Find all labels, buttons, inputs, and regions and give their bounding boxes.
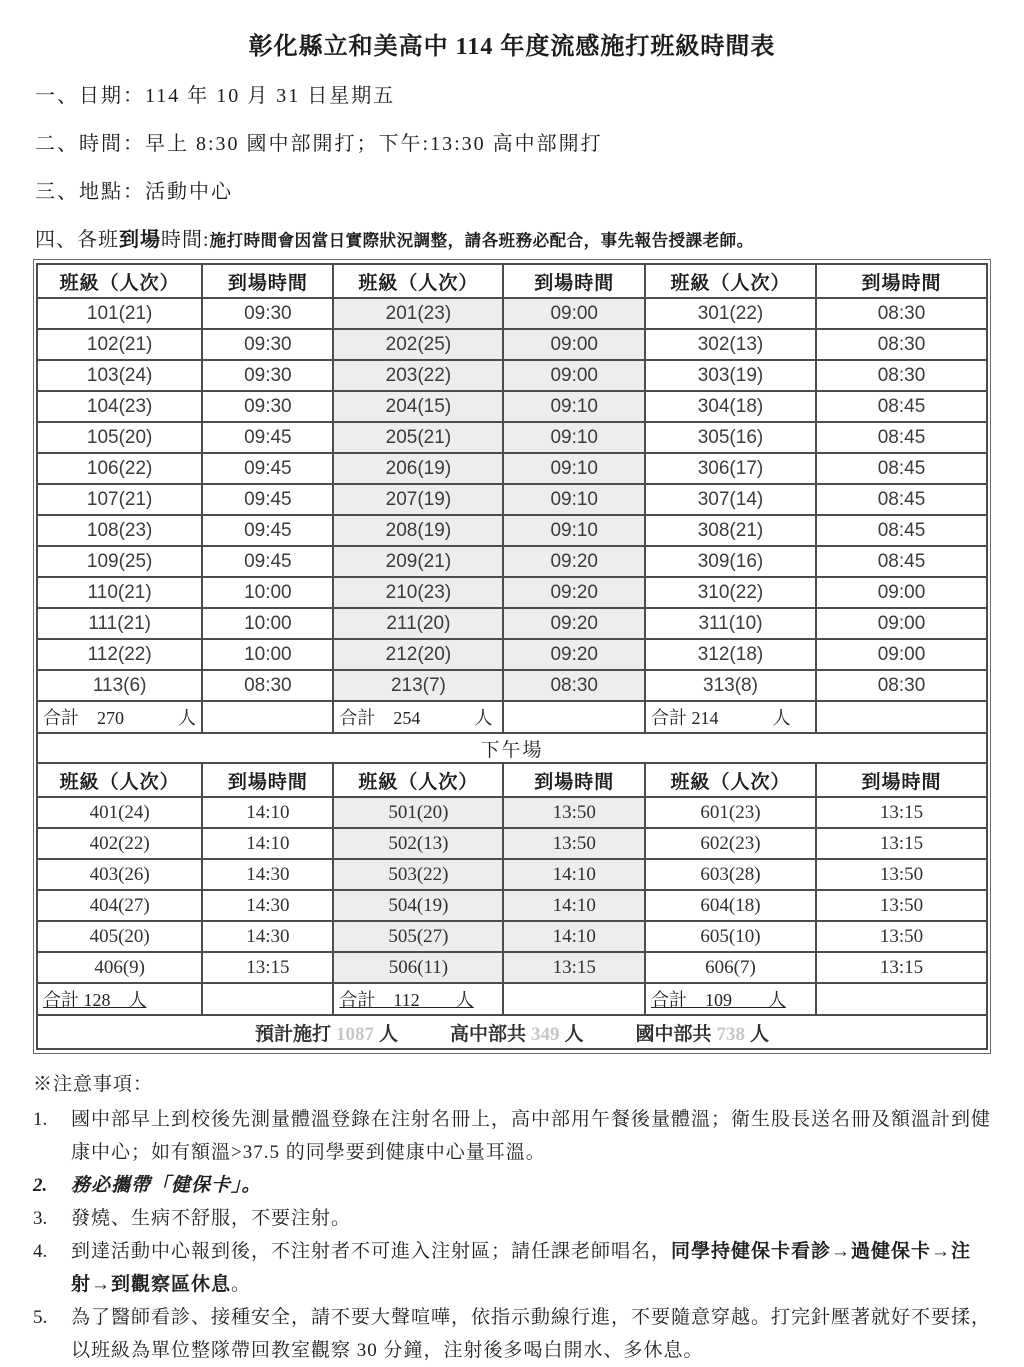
table-cell: 08:30 bbox=[816, 298, 987, 329]
table-cell: 307(14) bbox=[645, 484, 816, 515]
table-cell: 203(22) bbox=[333, 360, 503, 391]
table-cell: 09:00 bbox=[816, 608, 987, 639]
table-cell: 09:10 bbox=[503, 515, 645, 546]
table-cell: 09:10 bbox=[503, 453, 645, 484]
table-row bbox=[37, 890, 987, 921]
table-row bbox=[37, 639, 987, 670]
table-row bbox=[37, 391, 987, 422]
table-row bbox=[37, 360, 987, 391]
table-cell: 603(28) bbox=[645, 859, 816, 890]
table-cell: 09:10 bbox=[503, 422, 645, 453]
table-cell: 601(23) bbox=[645, 797, 816, 828]
table-cell: 09:30 bbox=[202, 329, 333, 360]
table-cell: 505(27) bbox=[333, 921, 503, 952]
table-cell: 504(19) bbox=[333, 890, 503, 921]
table-row bbox=[37, 670, 987, 701]
table-cell: 212(20) bbox=[333, 639, 503, 670]
table-cell: 102(21) bbox=[37, 329, 202, 360]
afternoon-totals-row bbox=[37, 983, 987, 1015]
table-cell: 110(21) bbox=[37, 577, 202, 608]
table-row bbox=[37, 298, 987, 329]
table-cell: 113(6) bbox=[37, 670, 202, 701]
table-cell: 210(23) bbox=[333, 577, 503, 608]
note-text: 發燒、生病不舒服，不要注射。 bbox=[71, 1208, 352, 1229]
table-cell: 406(9) bbox=[37, 952, 202, 983]
total-cell bbox=[816, 701, 987, 733]
table-cell: 09:00 bbox=[503, 360, 645, 391]
table-cell: 207(19) bbox=[333, 484, 503, 515]
table-row bbox=[37, 828, 987, 859]
arrival-note: 施打時間會因當日實際狀況調整，請各班務必配合，事先報告授課老師。 bbox=[209, 231, 754, 250]
column-header: 班級（人次） bbox=[645, 264, 816, 298]
table-cell: 10:00 bbox=[202, 608, 333, 639]
table-cell: 205(21) bbox=[333, 422, 503, 453]
afternoon-session-row bbox=[37, 733, 987, 763]
arrival-bold-text: 到場 bbox=[119, 229, 161, 251]
column-header: 班級（人次） bbox=[37, 763, 202, 797]
morning-totals-row bbox=[37, 701, 987, 733]
summary-cell bbox=[37, 1015, 987, 1049]
note-text-regular: 到達活動中心報到後，不注射者不可進入注射區；請任課老師唱名， bbox=[71, 1241, 672, 1262]
morning-totals-section bbox=[37, 701, 987, 797]
date-line: 一、日期：114 年 10 月 31 日星期五 bbox=[35, 85, 396, 107]
table-cell: 09:00 bbox=[816, 577, 987, 608]
morning-header-row bbox=[37, 264, 987, 298]
table-row bbox=[37, 515, 987, 546]
table-cell: 111(21) bbox=[37, 608, 202, 639]
table-cell: 09:45 bbox=[202, 453, 333, 484]
table-cell: 13:50 bbox=[503, 797, 645, 828]
total-cell bbox=[202, 983, 333, 1015]
time-line: 二、時間：早上 8:30 國中部開打；下午:13:30 高中部開打 bbox=[35, 133, 603, 155]
table-cell: 08:45 bbox=[816, 546, 987, 577]
table-cell: 401(24) bbox=[37, 797, 202, 828]
table-cell: 14:30 bbox=[202, 921, 333, 952]
table-cell: 09:20 bbox=[503, 546, 645, 577]
total-cell: 合計 214 人 bbox=[645, 701, 816, 733]
column-header: 到場時間 bbox=[816, 264, 987, 298]
table-cell: 09:30 bbox=[202, 360, 333, 391]
table-cell: 08:30 bbox=[816, 329, 987, 360]
table-cell: 506(11) bbox=[333, 952, 503, 983]
note-item-4 bbox=[33, 1235, 991, 1301]
column-header: 到場時間 bbox=[202, 264, 333, 298]
table-row bbox=[37, 952, 987, 983]
table-cell: 08:45 bbox=[816, 484, 987, 515]
table-cell: 09:20 bbox=[503, 639, 645, 670]
table-cell: 08:45 bbox=[816, 453, 987, 484]
table-row bbox=[37, 484, 987, 515]
table-cell: 306(17) bbox=[645, 453, 816, 484]
table-cell: 308(21) bbox=[645, 515, 816, 546]
afternoon-rows-section bbox=[37, 797, 987, 983]
afternoon-header-row bbox=[37, 763, 987, 797]
table-cell: 08:30 bbox=[202, 670, 333, 701]
table-cell: 09:20 bbox=[503, 577, 645, 608]
table-cell: 09:10 bbox=[503, 484, 645, 515]
arrival-prefix: 四、各班 bbox=[35, 229, 119, 251]
junior-high-label: 國中部共 bbox=[635, 1023, 712, 1045]
table-cell: 13:15 bbox=[503, 952, 645, 983]
table-cell: 405(20) bbox=[37, 921, 202, 952]
table-cell: 09:45 bbox=[202, 546, 333, 577]
table-cell: 310(22) bbox=[645, 577, 816, 608]
place-line: 三、地點：活動中心 bbox=[35, 181, 233, 203]
table-cell: 206(19) bbox=[333, 453, 503, 484]
table-cell: 304(18) bbox=[645, 391, 816, 422]
table-row bbox=[37, 422, 987, 453]
table-cell: 13:50 bbox=[816, 859, 987, 890]
table-cell: 109(25) bbox=[37, 546, 202, 577]
total-cell bbox=[503, 701, 645, 733]
senior-high-label: 高中部共 bbox=[449, 1023, 526, 1045]
total-cell: 合計 254 人 bbox=[333, 701, 503, 733]
schedule-table-wrapper bbox=[33, 259, 991, 1054]
planned-total-unit: 人 bbox=[378, 1023, 398, 1045]
table-cell: 204(15) bbox=[333, 391, 503, 422]
table-cell: 08:30 bbox=[816, 360, 987, 391]
senior-high-unit: 人 bbox=[564, 1023, 584, 1045]
page-title: 彰化縣立和美高中 114 年度流感施打班級時間表 bbox=[248, 34, 776, 60]
table-cell: 09:00 bbox=[503, 329, 645, 360]
table-cell: 09:10 bbox=[503, 391, 645, 422]
table-cell: 14:10 bbox=[503, 890, 645, 921]
table-cell: 09:30 bbox=[202, 298, 333, 329]
column-header: 班級（人次） bbox=[645, 763, 816, 797]
table-cell: 14:30 bbox=[202, 859, 333, 890]
table-cell: 08:45 bbox=[816, 391, 987, 422]
table-cell: 213(7) bbox=[333, 670, 503, 701]
column-header: 班級（人次） bbox=[333, 264, 503, 298]
table-cell: 605(10) bbox=[645, 921, 816, 952]
table-cell: 108(23) bbox=[37, 515, 202, 546]
note-number: 2. bbox=[33, 1175, 48, 1196]
table-row bbox=[37, 859, 987, 890]
table-cell: 09:45 bbox=[202, 422, 333, 453]
note-number: 5. bbox=[33, 1307, 48, 1328]
column-header: 班級（人次） bbox=[37, 264, 202, 298]
table-row bbox=[37, 329, 987, 360]
arrival-line bbox=[35, 223, 991, 252]
table-cell: 13:50 bbox=[816, 921, 987, 952]
table-cell: 106(22) bbox=[37, 453, 202, 484]
table-cell: 09:45 bbox=[202, 484, 333, 515]
table-cell: 403(26) bbox=[37, 859, 202, 890]
planned-total-count: 1087 bbox=[335, 1023, 374, 1045]
table-cell: 09:00 bbox=[816, 639, 987, 670]
table-row bbox=[37, 453, 987, 484]
column-header: 到場時間 bbox=[503, 763, 645, 797]
table-cell: 501(20) bbox=[333, 797, 503, 828]
note-item-2 bbox=[33, 1169, 991, 1202]
table-cell: 303(19) bbox=[645, 360, 816, 391]
table-cell: 103(24) bbox=[37, 360, 202, 391]
morning-header-section bbox=[37, 264, 987, 298]
table-cell: 311(10) bbox=[645, 608, 816, 639]
table-cell: 105(20) bbox=[37, 422, 202, 453]
column-header: 到場時間 bbox=[503, 264, 645, 298]
total-cell bbox=[202, 701, 333, 733]
table-cell: 313(8) bbox=[645, 670, 816, 701]
table-cell: 502(13) bbox=[333, 828, 503, 859]
table-cell: 101(21) bbox=[37, 298, 202, 329]
table-cell: 606(7) bbox=[645, 952, 816, 983]
table-cell: 503(22) bbox=[333, 859, 503, 890]
table-cell: 305(16) bbox=[645, 422, 816, 453]
table-cell: 08:45 bbox=[816, 422, 987, 453]
table-cell: 208(19) bbox=[333, 515, 503, 546]
total-cell bbox=[816, 983, 987, 1015]
summary-row bbox=[37, 1015, 987, 1049]
table-row bbox=[37, 921, 987, 952]
table-cell: 112(22) bbox=[37, 639, 202, 670]
planned-total-label: 預計施打 bbox=[254, 1023, 331, 1045]
table-cell: 602(23) bbox=[645, 828, 816, 859]
total-cell: 合計 270 人 bbox=[37, 701, 202, 733]
table-cell: 202(25) bbox=[333, 329, 503, 360]
table-cell: 13:15 bbox=[816, 828, 987, 859]
table-cell: 13:15 bbox=[816, 952, 987, 983]
note-item-5 bbox=[33, 1301, 991, 1367]
column-header: 到場時間 bbox=[816, 763, 987, 797]
afternoon-totals-section bbox=[37, 983, 987, 1049]
afternoon-session-label: 下午場 bbox=[37, 733, 987, 763]
morning-rows-section bbox=[37, 298, 987, 701]
table-cell: 14:10 bbox=[503, 859, 645, 890]
table-cell: 301(22) bbox=[645, 298, 816, 329]
note-item-1 bbox=[33, 1103, 991, 1169]
total-cell bbox=[503, 983, 645, 1015]
senior-high-count: 349 bbox=[531, 1023, 560, 1045]
notes-section bbox=[33, 1070, 991, 1367]
table-cell: 211(20) bbox=[333, 608, 503, 639]
total-cell: 合計 128 人 bbox=[37, 983, 202, 1015]
table-cell: 13:15 bbox=[816, 797, 987, 828]
arrival-suffix: 時間: bbox=[161, 229, 210, 251]
note-number: 4. bbox=[33, 1241, 48, 1262]
table-cell: 13:50 bbox=[503, 828, 645, 859]
total-cell: 合計 112 人 bbox=[333, 983, 503, 1015]
table-row bbox=[37, 546, 987, 577]
column-header: 到場時間 bbox=[202, 763, 333, 797]
table-cell: 309(16) bbox=[645, 546, 816, 577]
table-row bbox=[37, 577, 987, 608]
note-item-3 bbox=[33, 1202, 991, 1235]
table-cell: 209(21) bbox=[333, 546, 503, 577]
table-cell: 604(18) bbox=[645, 890, 816, 921]
table-row bbox=[37, 797, 987, 828]
table-cell: 14:30 bbox=[202, 890, 333, 921]
junior-high-count: 738 bbox=[716, 1023, 746, 1045]
table-cell: 14:10 bbox=[202, 797, 333, 828]
note-text: 國中部早上到校後先測量體溫登錄在注射名冊上，高中部用午餐後量體溫；衛生股長送名冊及額溫計到健康中心；如有額溫>37.5 的同學要到健康中心量耳溫。 bbox=[71, 1109, 992, 1163]
notes-heading: ※注意事項： bbox=[33, 1074, 154, 1095]
note-text bbox=[71, 1235, 991, 1301]
junior-high-unit: 人 bbox=[750, 1023, 770, 1045]
note-text: 為了醫師看診、接種安全，請不要大聲喧嘩，依指示動線行進，不要隨意穿越。打完針壓著就好不要揉，以班級為單位整隊帶回教室觀察 30 分鐘，注射後多喝白開水、多休息。 bbox=[71, 1307, 992, 1361]
table-cell: 09:45 bbox=[202, 515, 333, 546]
table-cell: 14:10 bbox=[503, 921, 645, 952]
table-row bbox=[37, 608, 987, 639]
total-cell: 合計 109 人 bbox=[645, 983, 816, 1015]
column-header: 班級（人次） bbox=[333, 763, 503, 797]
table-cell: 10:00 bbox=[202, 639, 333, 670]
table-cell: 14:10 bbox=[202, 828, 333, 859]
table-cell: 10:00 bbox=[202, 577, 333, 608]
table-cell: 312(18) bbox=[645, 639, 816, 670]
note-text-bold: 同學持健保卡看診→過健保卡→注射→到觀察區休息 bbox=[71, 1241, 972, 1295]
table-cell: 13:50 bbox=[816, 890, 987, 921]
table-cell: 08:45 bbox=[816, 515, 987, 546]
table-cell: 107(21) bbox=[37, 484, 202, 515]
table-cell: 09:20 bbox=[503, 608, 645, 639]
table-cell: 104(23) bbox=[37, 391, 202, 422]
table-cell: 09:30 bbox=[202, 391, 333, 422]
table-cell: 302(13) bbox=[645, 329, 816, 360]
table-cell: 08:30 bbox=[503, 670, 645, 701]
table-cell: 13:15 bbox=[202, 952, 333, 983]
schedule-table bbox=[36, 263, 988, 1050]
table-cell: 402(22) bbox=[37, 828, 202, 859]
note-number: 3. bbox=[33, 1208, 48, 1229]
table-cell: 09:00 bbox=[503, 298, 645, 329]
table-cell: 404(27) bbox=[37, 890, 202, 921]
note-text: 務必攜帶「健保卡」。 bbox=[71, 1175, 262, 1196]
table-cell: 201(23) bbox=[333, 298, 503, 329]
note-number: 1. bbox=[33, 1109, 48, 1130]
table-cell: 08:30 bbox=[816, 670, 987, 701]
note-text-regular: 。 bbox=[231, 1274, 252, 1295]
